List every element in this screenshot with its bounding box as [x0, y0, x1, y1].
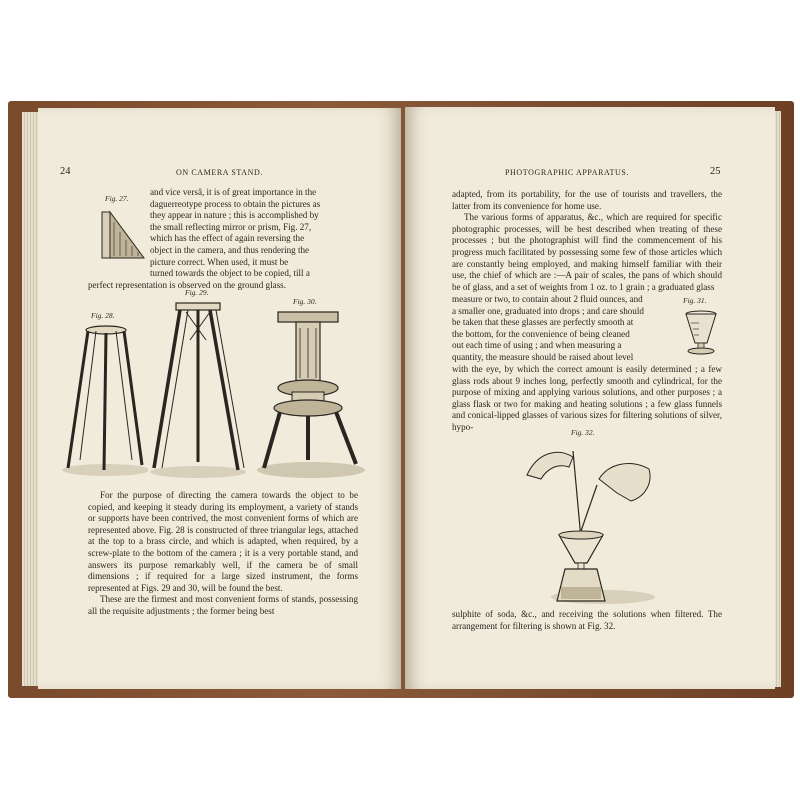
- text-line: they appear in nature ; this is accomplished by: [150, 210, 319, 221]
- text-line: turned towards the object to be copied, till a: [150, 268, 310, 279]
- text-line: daguerreotype process to obtain the pictures as: [150, 198, 321, 209]
- fig-30-label: Fig. 30.: [293, 297, 317, 306]
- page-number-left: 24: [60, 166, 71, 177]
- fig-27-label: Fig. 27.: [105, 194, 129, 203]
- left-top-last-line: perfect representation is observed on the ground glass.: [88, 280, 286, 290]
- text-line: picture correct. When used, it must be: [150, 256, 289, 267]
- fig-29-label: Fig. 29.: [185, 288, 209, 297]
- left-page: [38, 108, 401, 689]
- left-top-wrap-text: [150, 187, 355, 280]
- fig-27-prism: [98, 208, 148, 260]
- right-text-top: [452, 189, 722, 293]
- paragraph: For the purpose of directing the camera towards the object to be copied, and keeping it steady during its employment, a variety of stands or supports have been contrived, the most convenient forms of which are represented above. Fig. 28 is constructed of three triangular legs, attached at the top to a brass circle, and which is adapted, when required, by a screw-plate to the bottom of the camera ; it is a very portable stand, and answers its purpose remarkably well, if the camera be of small dimensions ; if required for a large sized instrument, the forms represented at Figs. 29 and 30, will be found the best.: [88, 490, 358, 593]
- paragraph: sulphite of soda, &c., and receiving the solutions when filtered. The arrangement for filtering is shown at Fig. 32.: [452, 609, 722, 631]
- fig-31-label: Fig. 31.: [683, 296, 707, 305]
- text-line: quantity, the measure should be raised about level: [452, 351, 634, 362]
- text-line: object in the camera, and thus rendering the: [150, 244, 310, 255]
- left-paragraph-1: [88, 490, 358, 618]
- fig-31-measuring-glass: [681, 309, 721, 355]
- right-text-rest: [452, 364, 722, 434]
- running-head-right: PHOTOGRAPHIC APPARATUS.: [505, 168, 630, 177]
- page-number-right: 25: [710, 166, 721, 177]
- right-text-bottom: [452, 609, 722, 632]
- paragraph: adapted, from its portability, for the use of tourists and travellers, the latter from its convenience for home use.: [452, 189, 722, 211]
- fig-28-label: Fig. 28.: [91, 311, 115, 320]
- running-head-left: ON CAMERA STAND.: [176, 168, 263, 177]
- text-line: measure or two, to contain about 2 fluid ounces, and: [452, 294, 643, 304]
- fig-32-filtering-apparatus: [513, 439, 663, 607]
- paragraph: The various forms of apparatus, &c., which are required for specific photographic processes, will be best described when treating of these processes ; but the photographist will find the commencement of his progress much facilitated by possessing some few of those articles which are constantly being employed, and making himself familiar with their use, the chief of which are :—A pair of scales, the pans of which should be of glass, and a set of weights from 1 oz. to 1 grain ; a graduated glass: [452, 212, 722, 292]
- text-line: and vice versâ, it is of great importance in the: [150, 187, 317, 197]
- text-line: be taken that these glasses are perfectly smooth at: [452, 317, 634, 328]
- fig-29-tripod: [148, 300, 248, 480]
- fig-30-stand: [256, 308, 366, 480]
- text-line: which has the effect of again reversing the: [150, 233, 305, 244]
- text-line: a smaller one, graduated into drops ; and care should: [452, 305, 644, 316]
- fig-28-tripod: [58, 320, 148, 480]
- right-wrap-text: [452, 294, 680, 364]
- fig-32-label: Fig. 32.: [571, 428, 595, 437]
- text-line: the small reflecting mirror or prism, Fig. 27,: [150, 221, 312, 232]
- text-line: out each time of using ; and when measuring a: [452, 340, 622, 351]
- right-page: [405, 107, 775, 689]
- text-line: the bottom, for the convenience of being cleaned: [452, 328, 630, 339]
- paragraph: These are the firmest and most convenient forms of stands, possessing all the requisite adjustments ; the former being best: [88, 594, 358, 616]
- paragraph: with the eye, by which the correct amount is easily determined ; a few glass rods about 9 inches long, perfectly smooth and cylindrical, for the purpose of mixing and applying various solutions, and other purposes ; a glass flask or two for making and heating solutions ; a few glass funnels and conical-lipped glasses of various sizes for filtering solutions of silver, hypo-: [452, 364, 722, 432]
